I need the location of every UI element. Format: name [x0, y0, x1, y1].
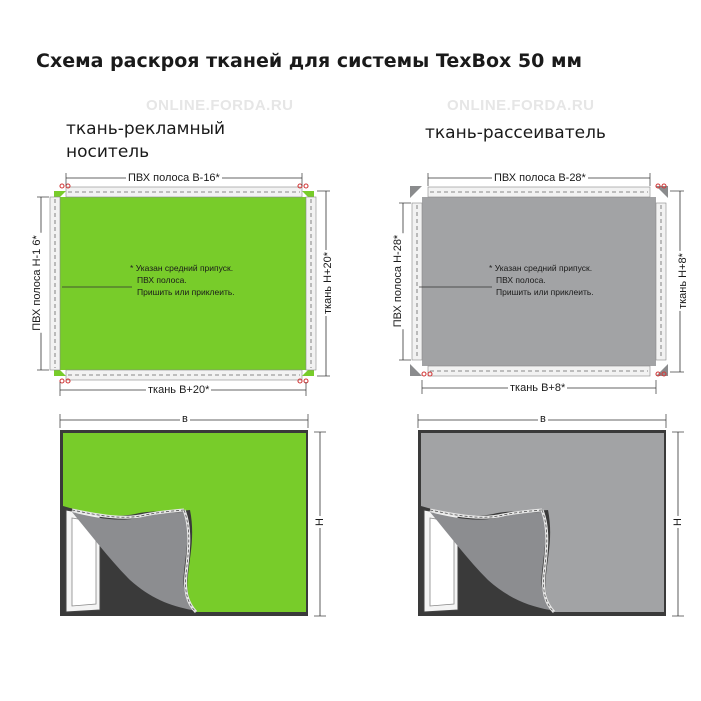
page-title: Схема раскроя тканей для системы TexBox 50 мм — [36, 50, 583, 72]
note-line1: Указан средний припуск. — [135, 263, 234, 273]
watermark: ONLINE.FORDA.RU — [146, 97, 294, 114]
left-lightbox-illustration — [60, 414, 326, 616]
right-note: * Указан средний припуск. ПВХ полоса. Пришить или приклеить. — [489, 263, 594, 297]
left-height-label: Н — [313, 518, 326, 526]
right-left-strip-label: ПВХ полоса Н-28* — [392, 234, 405, 328]
left-note: * Указан средний припуск. ПВХ полоса. Пришить или приклеить. — [130, 263, 235, 297]
left-panel-title-line2: носитель — [66, 142, 150, 162]
note-line2: ПВХ полоса. — [137, 275, 187, 285]
right-top-strip-label: ПВХ полоса В-28* — [494, 172, 586, 184]
left-panel-title-line1: ткань-рекламный — [66, 119, 226, 139]
left-bottom-dim-label: ткань В+20* — [148, 384, 210, 396]
right-lightbox-illustration — [418, 414, 684, 616]
left-right-dim-label: ткань Н+20* — [321, 252, 334, 314]
note-line3: Пришить или приклеить. — [137, 287, 235, 297]
right-width-label: в — [540, 413, 546, 425]
note-line3: Пришить или приклеить. — [496, 287, 594, 297]
right-bottom-dim-label: ткань В+8* — [510, 382, 566, 394]
left-top-strip-label: ПВХ полоса В-16* — [128, 172, 220, 184]
note-line1: Указан средний припуск. — [494, 263, 593, 273]
right-panel-title: ткань-рассеиватель — [425, 123, 606, 143]
note-line2: ПВХ полоса. — [496, 275, 546, 285]
right-height-label: Н — [671, 518, 684, 526]
right-right-dim-label: ткань Н+8* — [676, 253, 689, 309]
left-left-strip-label: ПВХ полоса Н-1 6* — [30, 235, 43, 331]
corner-tab — [410, 364, 422, 376]
corner-tab — [410, 186, 422, 198]
watermark: ONLINE.FORDA.RU — [447, 97, 595, 114]
left-width-label: в — [182, 413, 188, 425]
